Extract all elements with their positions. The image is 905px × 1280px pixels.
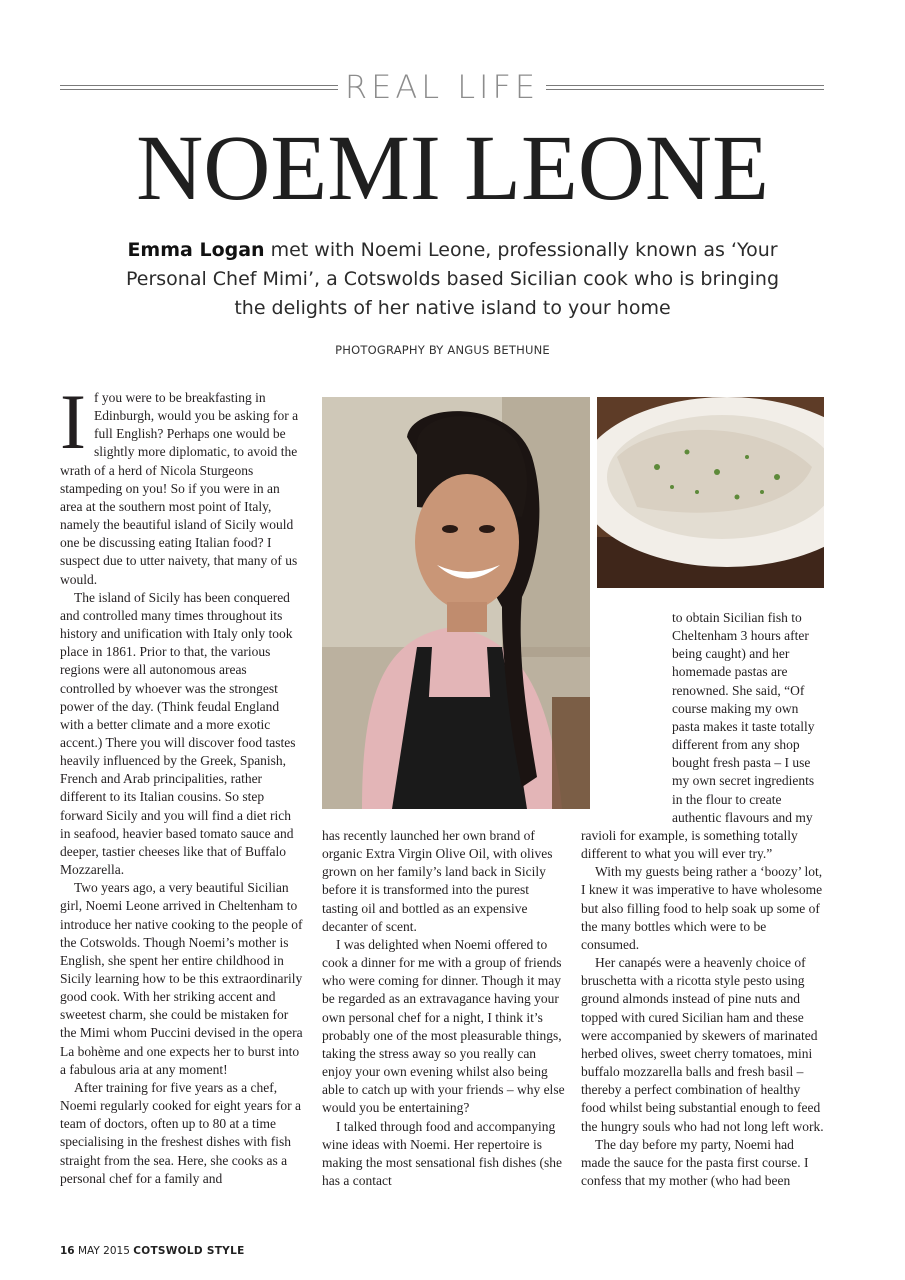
food-photo [597,397,824,588]
article-title: NOEMI LEONE [136,117,769,220]
page-number: 16 [60,1245,75,1257]
page-footer [60,1245,245,1257]
paragraph: After training for five years as a chef, Noemi regularly cooked for eight years for a team of doctors, often up to 80 at a time specialising in the freshest dishes with fish straight from the sea. Here, she cooks as a personal chef for a family and [60,1079,302,1186]
food-illustration [597,397,824,588]
paragraph: Two years ago, a very beautiful Sicilian girl, Noemi Leone arrived in Cheltenham to introduce her native cooking to the people of the Cotswolds. Though Noemi’s mother is English, she spent her entire childhood in Sicily learning how to be this extraordinarily good cook. With her striking accent and sweetest charm, she could be mistaken for the Mimi whom Puccini devised in the opera La bohème and one expects her to burst into a fabulous aria at any moment! [60,880,303,1077]
paragraph: I was delighted when Noemi offered to cook a dinner for me with a group of friends who were coming for dinner. Though it may be regarded as an extravagance having your own personal chef for a night, I think it’s probably one of the most pleasurable things, taking the stress away so you really can enjoy your own evening whilst also being able to catch up with your friends – why else would you be entertaining? [322,936,565,1116]
paragraph: Her canapés were a heavenly choice of bruschetta with a ricotta style pesto using ground almonds instead of pine nuts and topped with cured Sicilian ham and these were accompanied by skewers of marinated herbed olives, sweet cherry tomatoes, mini buffalo mozzarella balls and fresh basil – thereby a perfect combination of healthy food whilst being substantial enough to feed the hungry souls who had not long left work. [581,955,824,1134]
portrait-illustration [322,397,590,809]
magazine-name: COTSWOLD STYLE [133,1245,245,1257]
paragraph: The day before my party, Noemi had made the sauce for the pasta first course. I confess that my mother (who had been [581,1136,809,1188]
drop-cap: I [60,378,86,465]
issue-date: MAY 2015 [77,1245,130,1257]
paragraph: The island of Sicily has been conquered and controlled many times throughout its history and unification with Italy only took place in 1861. Prior to that, the various regions were all autonomous areas controlled by whoever was the strongest power of the day. (Think feudal England with a better climate and a more exotic accent.) There you will discover food tastes heavily influenced by the Greek, Spanish, French and Arab principalities, rather different to its Italian cousins. So step forward Sicily and you will find a diet rich in seafood, heavier based tomato sauce and deeper, tastier cheeses like that of Buffalo Mozzarella. [60,589,296,878]
column-1 [60,378,303,1188]
standfirst-text: met with Noemi Leone, professionally known as ‘Your Personal Chef Mimi’, a Cotswolds based Sicilian cook who is bringing the delights of her native island to your home [125,239,780,319]
paragraph: If you were to be breakfasting in Edinburgh, would you be asking for a full English? Perhaps one would be slightly more diplomatic, to avoid the wrath of a herd of Nicola Sturgeons stampeding on you! So if you were in an area at the southern most point of Italy, namely the beautiful island of Sicily would one be discussing eating Italian food? I suspect due to utter naivety, that many of us would. [60,378,299,587]
photo-credit: PHOTOGRAPHY BY ANGUS BETHUNE [335,343,550,357]
column-3-float [672,609,824,827]
column-2 [322,827,567,1190]
section-header [60,68,824,108]
paragraph: With my guests being rather a ‘boozy’ lot, I knew it was imperative to have wholesome but also filling food to help soak up some of the many bottles which were to be consumed. [581,864,823,952]
section-label: REAL LIFE [344,68,540,106]
portrait-photo [322,397,590,809]
column-3 [581,827,824,1190]
paragraph: I talked through food and accompanying wine ideas with Noemi. Her repertoire is making the most sensational fish dishes (she has a contact [322,1118,562,1188]
standfirst [110,236,795,323]
header-rule-right [546,85,824,93]
author-name: Emma Logan [127,239,265,261]
paragraph: ravioli for example, is something totally different to what you will ever try.” [581,828,798,862]
paragraph: to obtain Sicilian fish to Cheltenham 3 hours after being caught) and her homemade pastas are renowned. She said, “Of course making my own pasta makes it taste totally different from any shop bought fresh pasta – I use my own secret ingredients in the flour to create authentic flavours and my [672,610,815,825]
paragraph: has recently launched her own brand of organic Extra Virgin Olive Oil, with olives grown on her family’s land back in Sicily before it is transformed into the purest tasting oil and bottled as an expensive decanter of scent. [322,828,553,934]
